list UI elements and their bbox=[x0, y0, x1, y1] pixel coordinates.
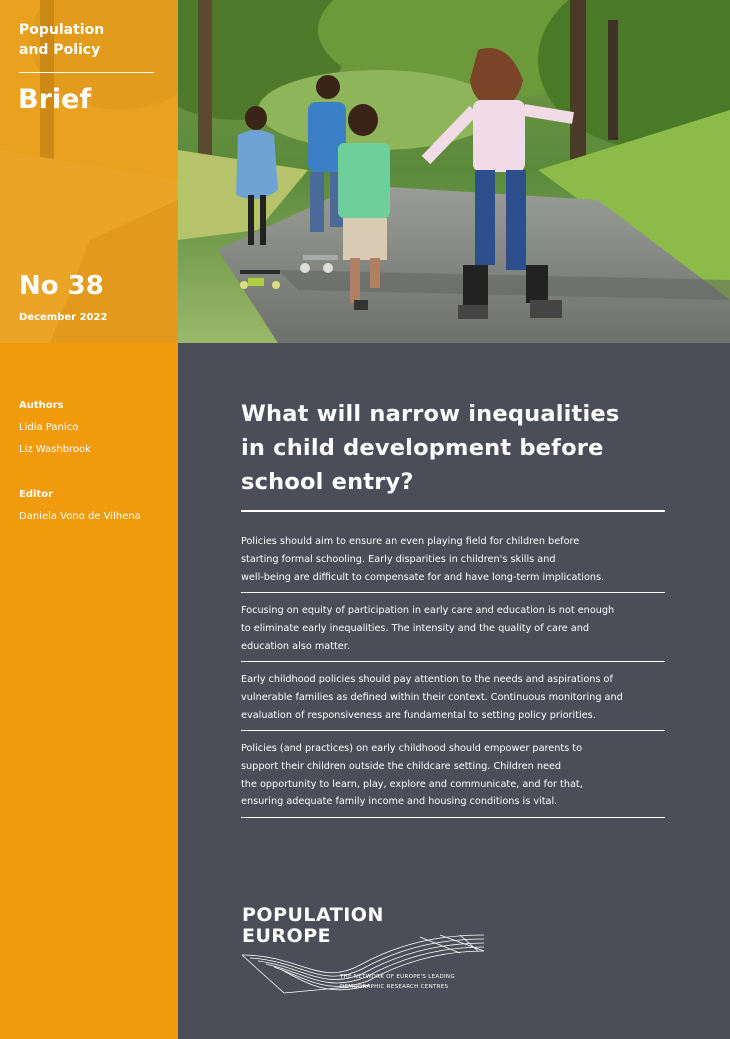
key-message bbox=[241, 740, 666, 811]
paragraph-line: Focusing on equity of participation in early care and education is not enough bbox=[241, 605, 615, 616]
editor-name: Daniela Vono de Vilhena bbox=[19, 511, 141, 522]
paragraph-line: well-being are difficult to compensate for and have long-term implications. bbox=[241, 571, 605, 583]
brand-divider bbox=[19, 72, 154, 73]
issue-number: No 38 bbox=[19, 271, 104, 301]
cover-photo bbox=[178, 0, 730, 343]
authors-heading: Authors bbox=[19, 400, 64, 411]
logo-tagline1: THE NETWORK OF EUROPE'S LEADING bbox=[340, 974, 455, 980]
page-title bbox=[241, 397, 681, 499]
key-message bbox=[241, 533, 666, 586]
paragraph-line: the opportunity to learn, play, explore and communicate, and for that, bbox=[241, 778, 583, 790]
brand-line2: and Policy bbox=[19, 42, 101, 58]
paragraph-line: Policies should aim to ensure an even playing field for children before bbox=[241, 536, 580, 547]
brand-brief: Brief bbox=[18, 84, 92, 115]
logo-line1: POPULATION bbox=[242, 904, 384, 926]
paragraph-divider bbox=[241, 661, 665, 662]
paragraph-divider bbox=[241, 592, 665, 593]
title-line: in child development before bbox=[241, 435, 604, 461]
logo-tagline2: DEMOGRAPHIC RESEARCH CENTRES bbox=[340, 984, 449, 990]
paragraph-line: Early childhood policies should pay attention to the needs and aspirations of bbox=[241, 674, 613, 685]
title-divider bbox=[241, 510, 665, 512]
paragraph-line: vulnerable families as defined within their context. Continuous monitoring and bbox=[241, 691, 623, 703]
paragraph-line: starting formal schooling. Early disparities in children's skills and bbox=[241, 553, 556, 565]
author-name: Liz Washbrook bbox=[19, 444, 91, 455]
logo-line2: EUROPE bbox=[242, 925, 332, 947]
key-message bbox=[241, 602, 666, 655]
brand-panel bbox=[0, 0, 178, 343]
paragraph-line: support their children outside the childcare setting. Children need bbox=[241, 760, 562, 772]
paragraph-line: Policies (and practices) on early childhood should empower parents to bbox=[241, 743, 583, 754]
issue-date: December 2022 bbox=[19, 312, 108, 323]
paragraph-line: ensuring adequate family income and housing conditions is vital. bbox=[241, 796, 558, 808]
paragraph-divider bbox=[241, 730, 665, 731]
brand-line1: Population bbox=[19, 22, 105, 38]
paragraph-line: education also matter. bbox=[241, 640, 350, 652]
paragraph-line: to eliminate early inequalities. The intensity and the quality of care and bbox=[241, 622, 590, 634]
key-message bbox=[241, 671, 666, 724]
editor-heading: Editor bbox=[19, 489, 53, 500]
paragraph-divider bbox=[241, 817, 665, 818]
paragraph-line: evaluation of responsiveness are fundamental to setting policy priorities. bbox=[241, 709, 596, 721]
title-line: school entry? bbox=[241, 469, 414, 495]
author-name: Lidia Panico bbox=[19, 422, 79, 433]
title-line: What will narrow inequalities bbox=[241, 401, 620, 427]
